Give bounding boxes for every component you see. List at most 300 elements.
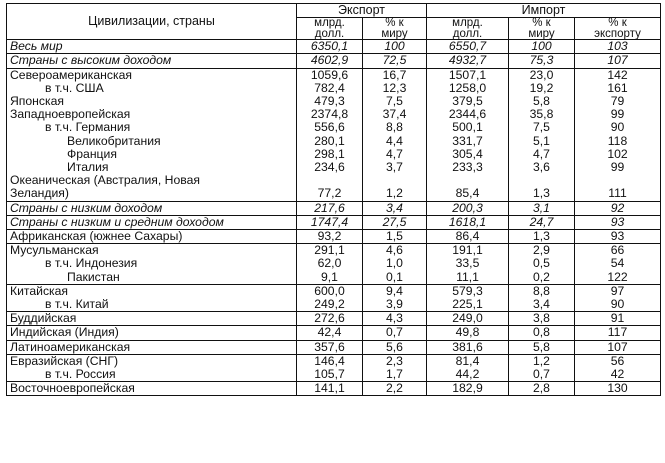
table-row [7, 298, 661, 312]
table-row [7, 215, 661, 229]
import-share-cell [509, 215, 575, 229]
cell-value: 4,3 [386, 311, 403, 326]
cell-value: 291,1 [314, 243, 345, 258]
import-value-cell [427, 148, 509, 161]
export-value-cell [297, 68, 363, 82]
cell-value: 0,2 [533, 270, 550, 284]
cell-value: 249,0 [452, 311, 483, 326]
table-row [7, 271, 661, 285]
table-row [7, 201, 661, 215]
export-value-cell [297, 284, 363, 298]
import-to-export-cell [575, 244, 661, 258]
country-cell [7, 135, 297, 148]
cell-value: 100 [384, 39, 405, 54]
export-share-cell [363, 340, 427, 354]
cell-value: 4,7 [386, 147, 403, 161]
cell-value: 93 [610, 215, 625, 229]
cell-value: 3,8 [533, 311, 550, 326]
cell-value: 0,7 [386, 325, 403, 340]
export-value-cell [297, 312, 363, 326]
export-share-cell [363, 148, 427, 161]
cell-value: 0,7 [533, 368, 550, 382]
export-bn-header [297, 18, 363, 40]
import-value-cell [427, 201, 509, 215]
header-line: долл. [314, 27, 345, 40]
cell-value: 102 [607, 147, 628, 161]
cell-value: 1,2 [533, 354, 550, 368]
cell-value: 100 [531, 39, 552, 54]
country-name: в т.ч. США [45, 81, 104, 95]
country-name: Италия [67, 161, 109, 175]
cell-value: 85,4 [455, 186, 480, 201]
import-share-cell [509, 312, 575, 326]
cell-value: 99 [610, 108, 625, 122]
import-share-cell [509, 201, 575, 215]
export-share-cell [363, 95, 427, 108]
cell-value: 1507,1 [448, 68, 487, 82]
import-pct-header [509, 18, 575, 40]
cell-value: 54 [610, 257, 625, 271]
cell-value: 5,1 [533, 134, 550, 148]
cell-value: 234,6 [314, 161, 345, 175]
cell-value: 107 [607, 53, 628, 68]
import-value-cell [427, 326, 509, 340]
import-bn-header [427, 18, 509, 40]
table-row [7, 108, 661, 121]
export-share-cell [363, 298, 427, 312]
export-pct-header [363, 18, 427, 40]
cell-value: 280,1 [314, 134, 345, 148]
country-name: Индийская (Индия) [10, 325, 119, 340]
import-to-export-cell [575, 95, 661, 108]
export-value-cell [297, 326, 363, 340]
cell-value: 3,4 [533, 298, 550, 312]
import-to-export-cell [575, 201, 661, 215]
import-to-export-cell [575, 368, 661, 382]
cell-value: 90 [610, 298, 625, 312]
table-row [7, 148, 661, 161]
import-to-export-header [575, 18, 661, 40]
cell-value: 3,7 [386, 161, 403, 175]
cell-value: 130 [607, 381, 628, 396]
import-to-export-cell [575, 230, 661, 244]
country-cell [7, 201, 297, 215]
country-name: Японская [10, 95, 64, 109]
country-cell [7, 368, 297, 382]
cell-value: 16,7 [382, 68, 407, 82]
cell-value: 86,4 [455, 229, 480, 244]
country-cell [7, 354, 297, 368]
cell-value: 93 [610, 229, 625, 244]
cell-value: 66 [610, 243, 625, 258]
export-share-cell [363, 354, 427, 368]
export-share-cell [363, 135, 427, 148]
cell-value: 4602,9 [310, 53, 349, 68]
country-name: Мусульманская [10, 243, 99, 258]
country-cell [7, 161, 297, 174]
import-share-cell [509, 108, 575, 121]
country-cell [7, 148, 297, 161]
cell-value: 2,2 [386, 381, 403, 396]
cell-value: 1,0 [386, 257, 403, 271]
cell-value: 122 [607, 270, 628, 284]
cell-value: 56 [610, 354, 625, 368]
table-row [7, 230, 661, 244]
import-value-cell [427, 230, 509, 244]
country-cell [7, 82, 297, 95]
cell-value: 62,0 [317, 257, 342, 271]
cell-value: 117 [607, 325, 628, 340]
export-value-cell [297, 161, 363, 174]
cell-value: 4,7 [533, 147, 550, 161]
cell-value: 233,3 [452, 161, 483, 175]
cell-value: 91 [610, 311, 625, 326]
header-line: экспорту [594, 27, 641, 40]
table-row [7, 284, 661, 298]
country-name: Страны с низким и средним доходом [10, 215, 224, 229]
table-row [7, 95, 661, 108]
table-row [7, 161, 661, 174]
cell-value: 2,9 [533, 243, 550, 258]
cell-value: 600,0 [314, 284, 345, 298]
export-value-cell [297, 244, 363, 258]
import-share-cell [509, 54, 575, 68]
cell-value: 556,6 [314, 121, 345, 135]
import-share-cell [509, 340, 575, 354]
import-share-cell [509, 121, 575, 134]
country-cell [7, 108, 297, 121]
import-share-cell [509, 298, 575, 312]
header-line: долл. [452, 27, 483, 40]
cell-value: 379,5 [452, 95, 483, 109]
export-share-cell [363, 382, 427, 396]
export-value-cell [297, 82, 363, 95]
cell-value: 2,8 [533, 381, 550, 396]
country-cell [7, 257, 297, 270]
import-to-export-cell [575, 354, 661, 368]
country-cell [7, 284, 297, 298]
cell-value: 24,7 [529, 215, 554, 229]
country-name: в т.ч. Германия [45, 121, 131, 135]
import-share-cell [509, 284, 575, 298]
cell-value: 72,5 [382, 53, 407, 68]
country-cell [7, 271, 297, 285]
country-name: Латиноамериканская [10, 340, 131, 354]
export-share-cell [363, 174, 427, 201]
country-cell [7, 382, 297, 396]
import-to-export-cell [575, 40, 661, 54]
cell-value: 5,6 [386, 340, 403, 354]
cell-value: 142 [607, 68, 628, 82]
import-value-cell [427, 215, 509, 229]
import-to-export-cell [575, 215, 661, 229]
table-row [7, 54, 661, 68]
cell-value: 9,4 [386, 284, 403, 298]
import-share-cell [509, 68, 575, 82]
cell-value: 191,1 [452, 243, 483, 258]
export-value-cell [297, 108, 363, 121]
import-share-cell [509, 271, 575, 285]
export-value-cell [297, 368, 363, 382]
country-name: в т.ч. Китай [45, 298, 109, 312]
table-row [7, 354, 661, 368]
cell-value: 381,6 [452, 340, 483, 354]
import-share-cell [509, 161, 575, 174]
cell-value: 37,4 [382, 108, 407, 122]
import-value-cell [427, 284, 509, 298]
cell-value: 105,7 [314, 368, 345, 382]
export-value-cell [297, 40, 363, 54]
import-group-header: Импорт [427, 4, 661, 18]
cell-value: 7,5 [533, 121, 550, 135]
country-name: Пакистан [67, 270, 120, 284]
export-value-cell [297, 298, 363, 312]
export-group-header: Экспорт [297, 4, 427, 18]
country-cell [7, 312, 297, 326]
export-value-cell [297, 257, 363, 270]
header-line: % к [385, 17, 404, 30]
cell-value: 1,2 [386, 186, 403, 201]
cell-value: 298,1 [314, 147, 345, 161]
import-to-export-cell [575, 340, 661, 354]
table-row [7, 135, 661, 148]
cell-value: 19,2 [529, 81, 554, 95]
cell-value: 27,5 [382, 215, 407, 229]
table-row [7, 121, 661, 134]
import-value-cell [427, 244, 509, 258]
cell-value: 146,4 [314, 354, 345, 368]
country-name: Страны с высоким доходом [10, 53, 172, 68]
cell-value: 1,3 [533, 229, 550, 244]
cell-value: 11,1 [456, 270, 479, 284]
export-share-cell [363, 54, 427, 68]
cell-value: 0,1 [386, 270, 403, 284]
export-value-cell [297, 121, 363, 134]
cell-value: 0,8 [533, 325, 550, 340]
import-to-export-cell [575, 54, 661, 68]
import-share-cell [509, 354, 575, 368]
import-value-cell [427, 108, 509, 121]
import-value-cell [427, 354, 509, 368]
export-value-cell [297, 230, 363, 244]
import-share-cell [509, 326, 575, 340]
import-value-cell [427, 298, 509, 312]
import-value-cell [427, 312, 509, 326]
export-value-cell [297, 148, 363, 161]
cell-value: 3,9 [386, 298, 403, 312]
country-cell [7, 340, 297, 354]
export-share-cell [363, 82, 427, 95]
cell-value: 8,8 [386, 121, 403, 135]
export-share-cell [363, 108, 427, 121]
table-row [7, 82, 661, 95]
export-share-cell [363, 68, 427, 82]
country-name: Североамериканская [10, 68, 132, 82]
cell-value: 225,1 [452, 298, 483, 312]
table-row [7, 312, 661, 326]
export-share-cell [363, 121, 427, 134]
cell-value: 4932,7 [448, 53, 487, 68]
cell-value: 1,3 [533, 186, 550, 201]
cell-value: 42,4 [317, 325, 342, 340]
cell-value: 79 [610, 95, 625, 109]
country-name: Весь мир [10, 39, 63, 54]
import-value-cell [427, 368, 509, 382]
import-value-cell [427, 174, 509, 201]
import-value-cell [427, 40, 509, 54]
cell-value: 1,5 [386, 229, 403, 244]
import-to-export-cell [575, 298, 661, 312]
cell-value: 12,3 [382, 81, 407, 95]
country-cell [7, 40, 297, 54]
cell-value: 3,1 [533, 201, 550, 215]
import-value-cell [427, 271, 509, 285]
cell-value: 6350,1 [310, 39, 349, 54]
import-share-cell [509, 40, 575, 54]
country-column-header: Цивилизации, страны [7, 4, 297, 40]
import-share-cell [509, 82, 575, 95]
table-row [7, 68, 661, 82]
export-share-cell [363, 271, 427, 285]
cell-value: 1258,0 [448, 81, 487, 95]
header-line: % к [532, 17, 551, 30]
country-cell [7, 244, 297, 258]
cell-value: 2374,8 [310, 108, 349, 122]
cell-value: 23,0 [529, 68, 554, 82]
cell-value: 500,1 [452, 121, 483, 135]
import-share-cell [509, 148, 575, 161]
cell-value: 305,4 [452, 147, 483, 161]
cell-value: 99 [610, 161, 625, 175]
cell-value: 90 [610, 121, 625, 135]
table-row [7, 40, 661, 54]
country-name: Океаническая (Австралия, Новая [10, 174, 200, 188]
export-value-cell [297, 340, 363, 354]
country-cell [7, 95, 297, 108]
cell-value: 3,6 [533, 161, 550, 175]
cell-value: 35,8 [529, 108, 554, 122]
import-share-cell [509, 382, 575, 396]
export-share-cell [363, 257, 427, 270]
cell-value: 8,8 [533, 284, 550, 298]
header-line: млрд. [452, 17, 483, 30]
export-share-cell [363, 368, 427, 382]
export-share-cell [363, 284, 427, 298]
cell-value: 1747,4 [310, 215, 349, 229]
country-cell [7, 326, 297, 340]
table-header [7, 4, 661, 40]
import-to-export-cell [575, 257, 661, 270]
country-name: Евразийская (СНГ) [10, 354, 119, 368]
country-name: Зеландия) [10, 186, 69, 201]
cell-value: 249,2 [314, 298, 345, 312]
import-to-export-cell [575, 135, 661, 148]
country-name: в т.ч. Россия [45, 368, 116, 382]
cell-value: 2344,6 [448, 108, 487, 122]
import-to-export-cell [575, 121, 661, 134]
export-share-cell [363, 215, 427, 229]
cell-value: 7,5 [386, 95, 403, 109]
cell-value: 1,7 [386, 368, 403, 382]
import-to-export-cell [575, 174, 661, 201]
table-body [7, 40, 661, 396]
cell-value: 217,6 [314, 201, 345, 215]
import-share-cell [509, 174, 575, 201]
cell-value: 49,8 [455, 325, 480, 340]
import-to-export-cell [575, 382, 661, 396]
import-to-export-cell [575, 161, 661, 174]
export-share-cell [363, 244, 427, 258]
cell-value: 331,7 [452, 134, 483, 148]
country-name: Франция [67, 147, 117, 161]
table-row [7, 382, 661, 396]
import-to-export-cell [575, 312, 661, 326]
country-cell [7, 54, 297, 68]
import-to-export-cell [575, 271, 661, 285]
import-value-cell [427, 161, 509, 174]
table-row [7, 244, 661, 258]
table-row [7, 174, 661, 201]
export-share-cell [363, 326, 427, 340]
export-share-cell [363, 312, 427, 326]
import-to-export-cell [575, 284, 661, 298]
cell-value: 0,5 [533, 257, 550, 271]
import-value-cell [427, 82, 509, 95]
cell-value: 200,3 [452, 201, 483, 215]
cell-value: 6550,7 [448, 39, 487, 54]
import-value-cell [427, 382, 509, 396]
table-row [7, 340, 661, 354]
import-to-export-cell [575, 68, 661, 82]
cell-value: 93,2 [317, 229, 342, 244]
export-value-cell [297, 95, 363, 108]
table-row [7, 326, 661, 340]
export-value-cell [297, 215, 363, 229]
import-share-cell [509, 230, 575, 244]
cell-value: 579,3 [452, 284, 483, 298]
country-name: Великобритания [67, 134, 161, 148]
cell-value: 479,3 [314, 95, 345, 109]
import-to-export-cell [575, 148, 661, 161]
export-share-cell [363, 161, 427, 174]
cell-value: 182,9 [452, 381, 483, 396]
export-value-cell [297, 174, 363, 201]
import-value-cell [427, 68, 509, 82]
import-to-export-cell [575, 326, 661, 340]
import-value-cell [427, 121, 509, 134]
cell-value: 107 [607, 340, 628, 354]
cell-value: 4,6 [386, 243, 403, 258]
country-name: в т.ч. Индонезия [45, 257, 138, 271]
table-row [7, 368, 661, 382]
country-name: Страны с низким доходом [10, 201, 163, 215]
cell-value: 161 [607, 81, 628, 95]
import-share-cell [509, 244, 575, 258]
cell-value: 1618,1 [448, 215, 487, 229]
header-line: миру [381, 27, 408, 40]
import-value-cell [427, 95, 509, 108]
cell-value: 357,6 [314, 340, 345, 354]
export-share-cell [363, 230, 427, 244]
export-share-cell [363, 201, 427, 215]
export-value-cell [297, 271, 363, 285]
country-cell [7, 298, 297, 312]
country-cell [7, 215, 297, 229]
country-name: Африканская (южнее Сахары) [10, 229, 183, 244]
cell-value: 5,8 [533, 95, 550, 109]
export-value-cell [297, 201, 363, 215]
header-line: % к [608, 17, 627, 30]
